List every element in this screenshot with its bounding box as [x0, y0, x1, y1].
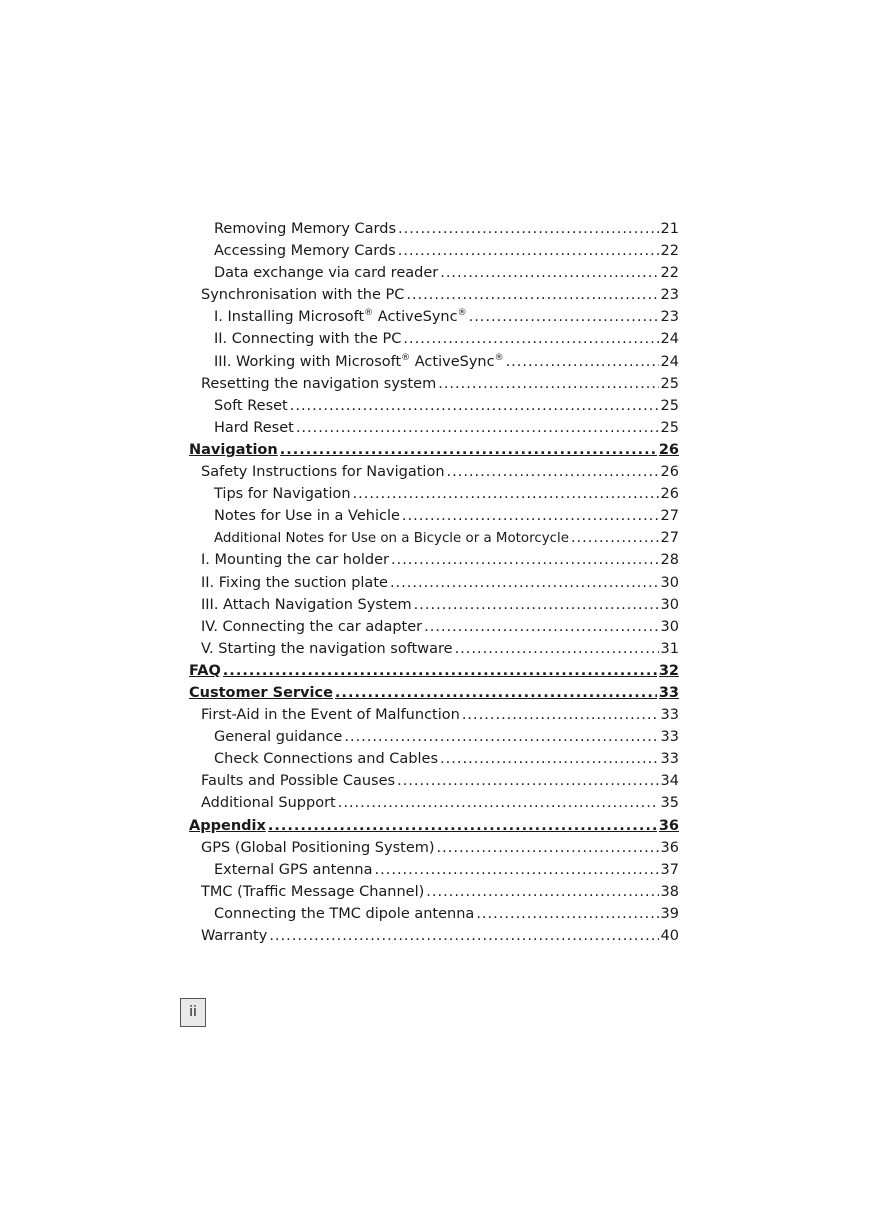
toc-entry[interactable]	[189, 262, 679, 284]
toc-entry[interactable]	[189, 395, 679, 417]
toc-leader-dots	[437, 837, 659, 859]
toc-entry-title: Synchronisation with the PC	[201, 287, 405, 304]
toc-entry[interactable]	[189, 616, 679, 638]
toc-entry-page: 27	[660, 530, 679, 547]
toc-entry-title: III. Attach Navigation System	[201, 596, 412, 613]
toc-entry-title: Safety Instructions for Navigation	[201, 464, 445, 481]
toc-leader-dots	[440, 262, 658, 284]
toc-leader-dots	[506, 351, 659, 373]
toc-chapter[interactable]	[189, 815, 679, 837]
toc-entry-page: 36	[660, 839, 679, 856]
toc-entry[interactable]	[189, 240, 679, 262]
toc-entry-title: Accessing Memory Cards	[214, 243, 396, 260]
toc-leader-dots	[414, 594, 659, 616]
toc-entry-title: Data exchange via card reader	[214, 265, 439, 282]
toc-entry-title: II. Connecting with the PC	[214, 331, 402, 348]
toc-entry-title: Customer Service	[189, 684, 333, 701]
toc-leader-dots	[269, 925, 658, 947]
toc-entry[interactable]	[189, 284, 679, 306]
toc-entry-title: Tips for Navigation	[214, 486, 351, 503]
toc-entry-page: 33	[660, 729, 679, 746]
toc-entry-title: IV. Connecting the car adapter	[201, 618, 423, 635]
toc-entry-title: Appendix	[189, 817, 266, 834]
toc-entry-page: 34	[660, 773, 679, 790]
toc-leader-dots	[440, 748, 659, 770]
toc-entry-page: 36	[658, 817, 679, 834]
toc-entry-title: Navigation	[189, 441, 278, 458]
toc-entry-title: Warranty	[201, 928, 268, 944]
toc-leader-dots	[469, 306, 659, 328]
toc-entry-title: Faults and Possible Causes	[201, 773, 396, 790]
toc-entry[interactable]	[189, 572, 679, 594]
toc-entry-page: 22	[660, 265, 679, 282]
toc-entry-title: Resetting the navigation system	[201, 375, 437, 392]
toc-entry-title: First-Aid in the Event of Malfunction	[201, 707, 460, 724]
toc-leader-dots	[476, 903, 658, 925]
toc-entry-title: External GPS antenna	[214, 861, 373, 878]
toc-entry-title: I. Mounting the car holder	[201, 552, 389, 569]
toc-entry-title: General guidance	[214, 729, 343, 746]
toc-entry[interactable]	[189, 306, 679, 328]
toc-entry-page: 30	[660, 596, 679, 613]
toc-entry[interactable]	[189, 925, 679, 947]
toc-leader-dots	[397, 770, 658, 792]
table-of-contents	[189, 218, 679, 947]
toc-entry-title: Notes for Use in a Vehicle	[214, 508, 400, 525]
toc-entry-page: 40	[660, 928, 679, 944]
toc-leader-dots	[223, 660, 657, 682]
toc-entry-page: 21	[660, 221, 679, 237]
toc-entry-title: Soft Reset	[214, 397, 288, 414]
toc-entry[interactable]	[189, 351, 679, 373]
toc-chapter[interactable]	[189, 660, 679, 682]
toc-leader-dots	[398, 240, 659, 262]
toc-entry-page: 33	[660, 751, 679, 768]
toc-leader-dots	[344, 726, 658, 748]
toc-entry-page: 25	[660, 419, 679, 436]
toc-entry[interactable]	[189, 505, 679, 527]
toc-entry-title: Removing Memory Cards	[214, 221, 397, 237]
toc-entry-page: 26	[660, 486, 679, 503]
toc-entry[interactable]	[189, 461, 679, 483]
toc-entry[interactable]	[189, 837, 679, 859]
toc-leader-dots	[455, 638, 659, 660]
toc-leader-dots	[424, 616, 658, 638]
toc-entry-page: 28	[660, 552, 679, 569]
toc-leader-dots	[462, 704, 659, 726]
toc-entry[interactable]	[189, 594, 679, 616]
toc-entry-title: Additional Support	[201, 795, 336, 812]
page-number: ii	[180, 998, 206, 1027]
toc-entry[interactable]	[189, 218, 679, 240]
toc-leader-dots	[391, 549, 659, 571]
toc-entry[interactable]	[189, 881, 679, 903]
toc-entry-page: 39	[660, 905, 679, 922]
toc-entry-page: 24	[660, 331, 679, 348]
toc-entry[interactable]	[189, 770, 679, 792]
toc-entry-page: 26	[658, 441, 679, 458]
toc-entry-page: 26	[660, 464, 679, 481]
toc-entry-page: 35	[660, 795, 679, 812]
toc-entry-page: 31	[660, 640, 679, 657]
toc-leader-dots	[398, 218, 659, 240]
toc-entry-page: 25	[660, 397, 679, 414]
toc-entry-title: Additional Notes for Use on a Bicycle or a Motorcycle	[214, 531, 569, 547]
toc-leader-dots	[335, 682, 657, 704]
toc-leader-dots	[353, 483, 659, 505]
toc-leader-dots	[403, 328, 658, 350]
toc-leader-dots	[571, 527, 659, 549]
toc-entry-page: 27	[660, 508, 679, 525]
toc-leader-dots	[296, 417, 659, 439]
toc-entry-page: 22	[660, 243, 679, 260]
toc-entry[interactable]	[189, 704, 679, 726]
toc-entry-title: III. Working with Microsoft® ActiveSync®	[214, 352, 504, 370]
toc-leader-dots	[438, 373, 658, 395]
toc-leader-dots	[390, 572, 659, 594]
toc-entry-page: 24	[660, 353, 679, 370]
toc-entry-page: 23	[660, 309, 679, 326]
toc-entry[interactable]	[189, 527, 679, 549]
toc-leader-dots	[426, 881, 658, 903]
toc-entry-title: II. Fixing the suction plate	[201, 574, 388, 591]
toc-entry-title: Connecting the TMC dipole antenna	[214, 905, 475, 922]
toc-entry[interactable]	[189, 373, 679, 395]
toc-leader-dots	[402, 505, 659, 527]
toc-entry-title: Check Connections and Cables	[214, 751, 439, 768]
toc-entry[interactable]	[189, 748, 679, 770]
toc-leader-dots	[268, 815, 657, 837]
toc-entry-title: V. Starting the navigation software	[201, 640, 453, 657]
toc-entry-title: FAQ	[189, 662, 221, 679]
toc-leader-dots	[447, 461, 659, 483]
toc-entry-title: TMC (Traffic Message Channel)	[201, 883, 425, 900]
toc-entry[interactable]	[189, 903, 679, 925]
toc-leader-dots	[338, 792, 659, 814]
toc-entry-title: GPS (Global Positioning System)	[201, 839, 435, 856]
toc-entry-page: 33	[660, 707, 679, 724]
toc-entry[interactable]	[189, 792, 679, 814]
toc-entry[interactable]	[189, 549, 679, 571]
toc-entry-page: 37	[660, 861, 679, 878]
toc-chapter[interactable]	[189, 682, 679, 704]
toc-leader-dots	[280, 439, 657, 461]
toc-entry-page: 33	[658, 684, 679, 701]
toc-entry-page: 30	[660, 618, 679, 635]
toc-leader-dots	[406, 284, 658, 306]
toc-chapter[interactable]	[189, 439, 679, 461]
toc-leader-dots	[375, 859, 659, 881]
toc-leader-dots	[290, 395, 659, 417]
toc-entry-page: 38	[660, 883, 679, 900]
toc-entry-page: 30	[660, 574, 679, 591]
toc-entry[interactable]	[189, 726, 679, 748]
toc-entry[interactable]	[189, 328, 679, 350]
toc-entry[interactable]	[189, 859, 679, 881]
toc-entry-page: 25	[660, 375, 679, 392]
toc-entry-page: 32	[658, 662, 679, 679]
toc-entry[interactable]	[189, 417, 679, 439]
toc-entry-page: 23	[660, 287, 679, 304]
toc-entry-title: I. Installing Microsoft® ActiveSync®	[214, 308, 467, 326]
toc-entry-title: Hard Reset	[214, 419, 294, 436]
toc-entry[interactable]	[189, 483, 679, 505]
toc-entry[interactable]	[189, 638, 679, 660]
